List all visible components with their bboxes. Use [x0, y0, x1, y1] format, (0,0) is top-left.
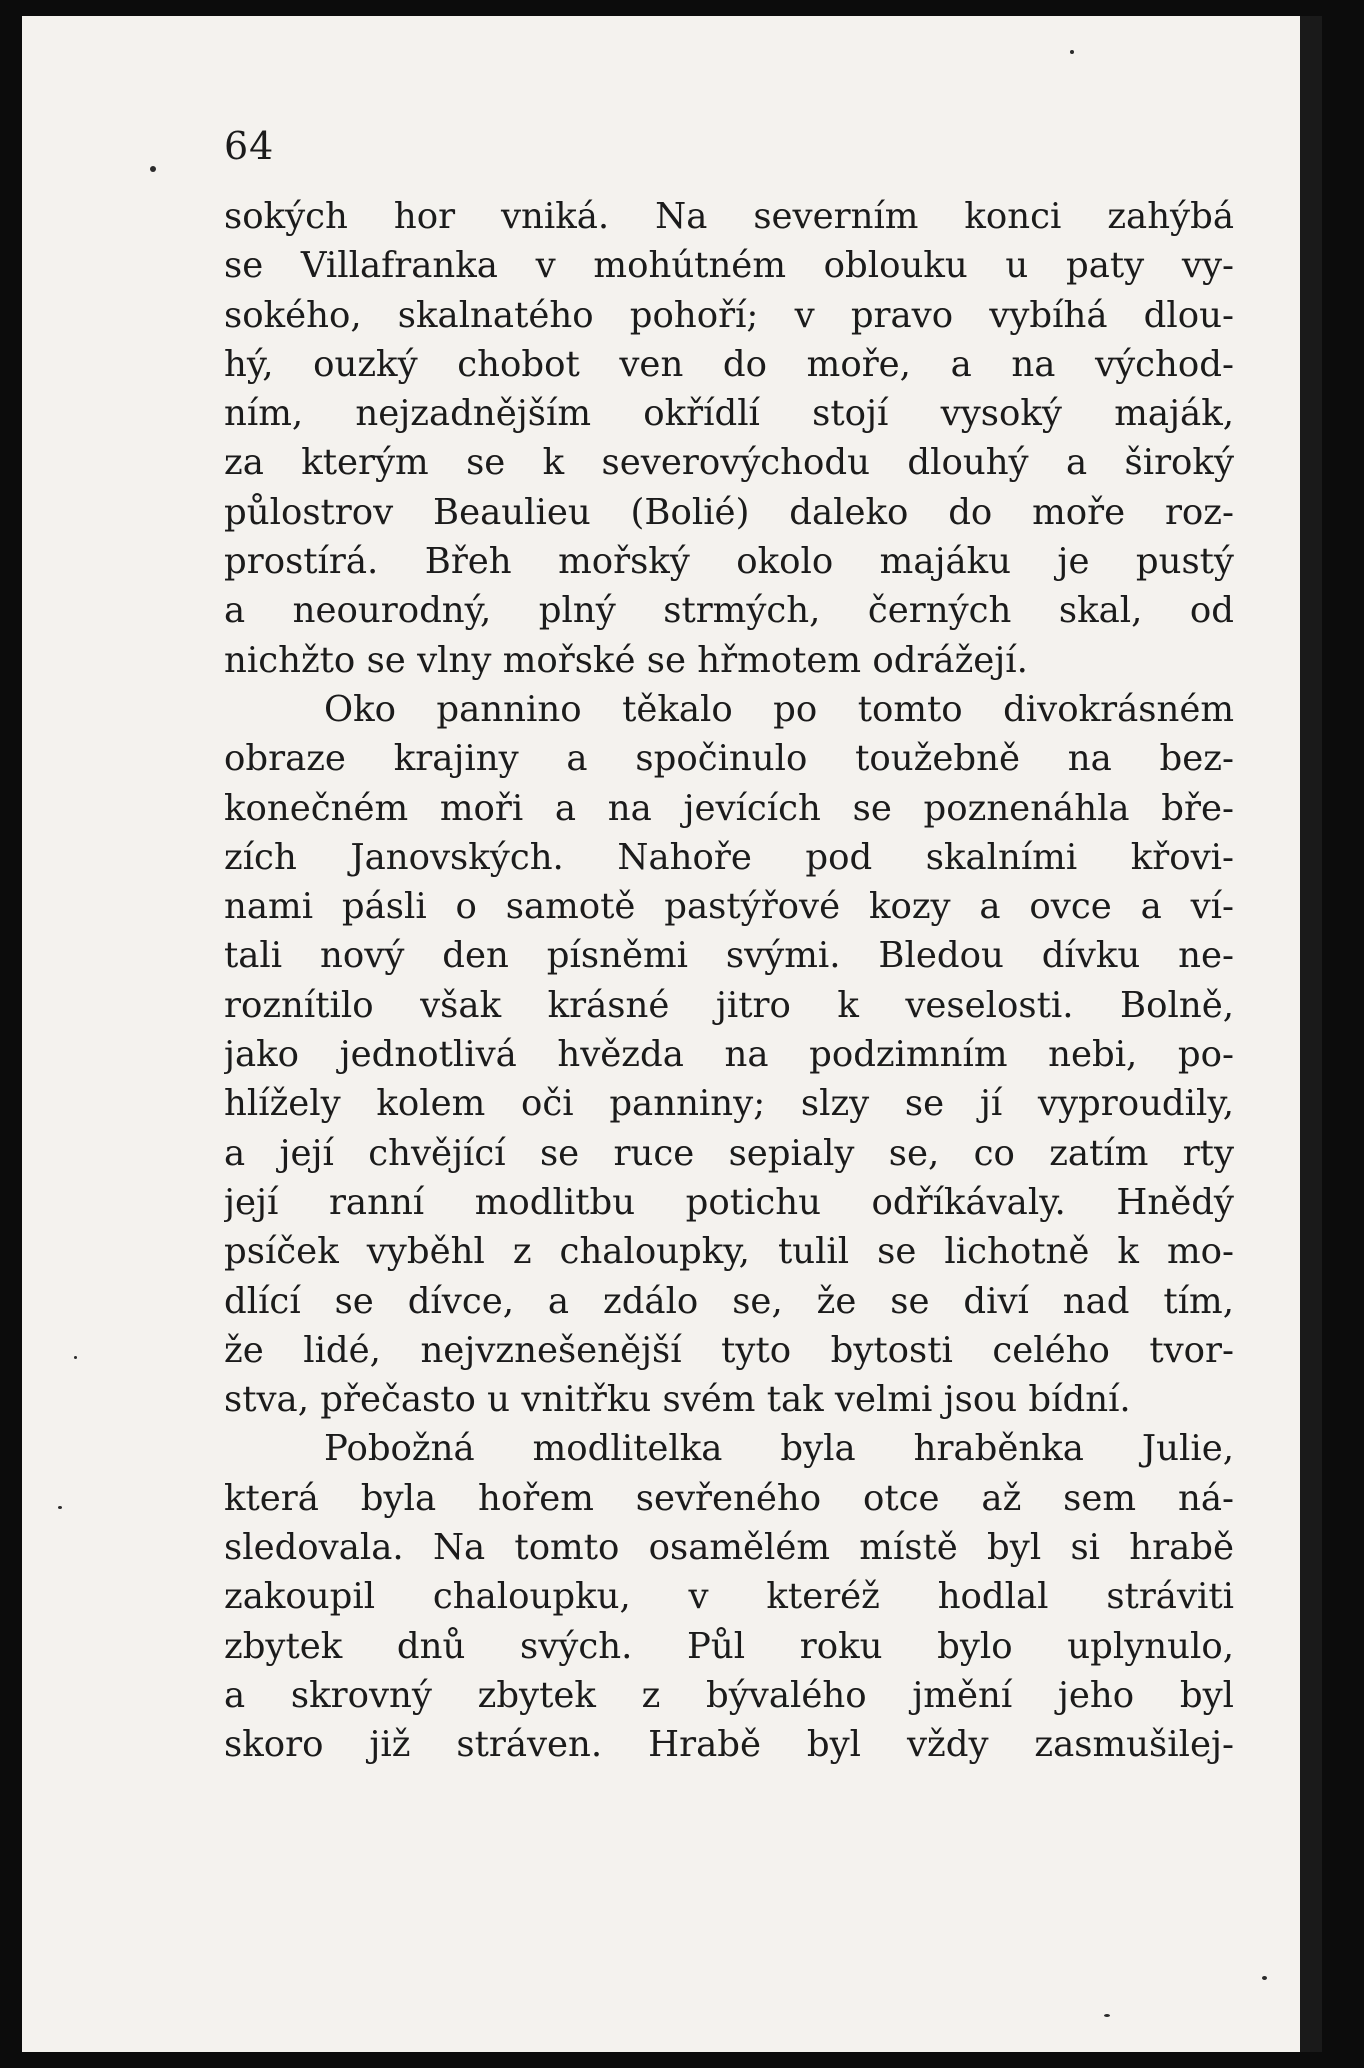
text-line: zakoupil chaloupku, v kteréž hodlal stráviti	[224, 1576, 1234, 1618]
text-line: zích Janovských. Nahoře pod skalními křovi-	[224, 836, 1234, 878]
text-line: a její chvějící se ruce sepialy se, co zatím rty	[224, 1132, 1234, 1174]
text-line: která byla hořem sevřeného otce až sem ná-	[224, 1477, 1234, 1519]
text-line: Oko pannino těkalo po tomto divokrásném	[324, 688, 1234, 730]
book-page	[22, 16, 1322, 2052]
text-line: a neourodný, plný strmých, černých skal, od	[224, 590, 1234, 632]
text-line: za kterým se k severovýchodu dlouhý a široký	[224, 442, 1234, 484]
text-line: nichžto se vlny mořské se hřmotem odrážejí.	[224, 639, 1028, 681]
text-line: stva, přečasto u vnitřku svém tak velmi jsou bídní.	[224, 1379, 1131, 1421]
text-line: nami pásli o samotě pastýřové kozy a ovce a ví-	[224, 886, 1234, 928]
text-line: Pobožná modlitelka byla hraběnka Julie,	[324, 1428, 1234, 1470]
text-line: konečném moři a na jevících se poznenáhla bře-	[224, 787, 1234, 829]
text-line: roznítilo však krásné jitro k veselosti. Bolně,	[224, 984, 1234, 1026]
paper-speck	[74, 1356, 77, 1359]
text-line: obraze krajiny a spočinulo toužebně na bez-	[224, 738, 1234, 780]
text-line: že lidé, nejvznešenější tyto bytosti celého tvor-	[224, 1329, 1234, 1371]
page-edge	[1300, 16, 1322, 2052]
text-line: jako jednotlivá hvězda na podzimním nebi, po-	[224, 1034, 1234, 1076]
text-line: hý, ouzký chobot ven do moře, a na východ-	[224, 343, 1234, 385]
text-line: zbytek dnů svých. Půl roku bylo uplynulo,	[224, 1625, 1234, 1667]
paper-speck	[1262, 1976, 1267, 1980]
text-line: sokých hor vniká. Na severním konci zahýbá	[224, 196, 1234, 237]
paper-speck	[1104, 2014, 1110, 2017]
text-line: tali nový den písněmi svými. Bledou dívku ne-	[224, 935, 1234, 977]
text-line: hlížely kolem oči panniny; slzy se jí vyproudily,	[224, 1083, 1234, 1125]
page-number: 64	[224, 124, 275, 168]
paper-speck	[150, 166, 156, 172]
text-line: psíček vyběhl z chaloupky, tulil se lichotně k mo-	[224, 1231, 1234, 1273]
text-line: prostírá. Břeh mořský okolo majáku je pustý	[224, 541, 1234, 583]
text-line: půlostrov Beaulieu (Bolié) daleko do moře roz-	[224, 491, 1234, 533]
body-text	[224, 192, 1234, 1770]
paper-speck	[58, 1506, 62, 1509]
text-line: sledovala. Na tomto osamělém místě byl si hrabě	[224, 1527, 1234, 1569]
paper-speck	[1070, 50, 1074, 54]
text-line: skoro již stráven. Hrabě byl vždy zasmušilej-	[224, 1724, 1234, 1766]
text-line: se Villafranka v mohútném oblouku u paty vy-	[224, 245, 1234, 287]
text-line: její ranní modlitbu potichu odříkávaly. Hnědý	[224, 1181, 1234, 1223]
text-line: a skrovný zbytek z bývalého jmění jeho byl	[224, 1674, 1234, 1716]
text-line: sokého, skalnatého pohoří; v pravo vybíhá dlou-	[224, 294, 1234, 336]
text-line: ním, nejzadnějším okřídlí stojí vysoký maják,	[224, 393, 1234, 435]
text-line: dlící se dívce, a zdálo se, že se diví nad tím,	[224, 1280, 1234, 1322]
